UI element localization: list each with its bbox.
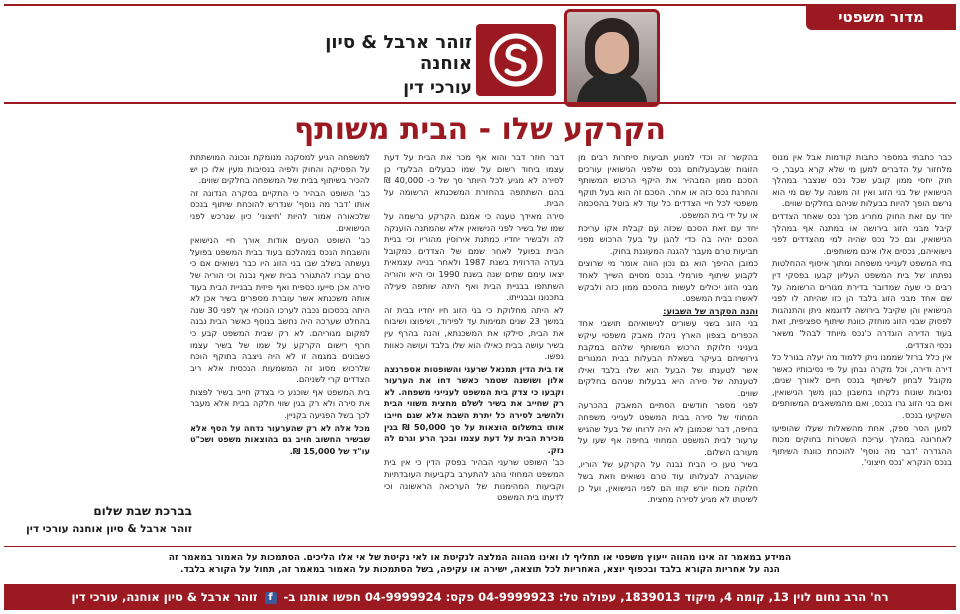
author-photo bbox=[564, 9, 660, 107]
disclaimer: המידע במאמר זה אינו מהווה ייעוץ משפטי או תחליף לו ואינו מהווה המלצה לנקיטת או לאי נקיטת של אי אלו הליכים. הסתמכות על האמור במאמר זה הנה על אחריות הקורא בלבד ובכפוף יוצא, האחריות לכל תוצאה, ישירה או עקיפה, בשל הסתמכות על האמור במאמר זה, תחול על הקורא בלבד. bbox=[168, 553, 792, 575]
firm-names bbox=[282, 32, 472, 98]
article-column-2: בהקשר זה וכדי למנוע תביעות סיתרות רבים מן הזוגות שבעבעלותם נכס שלפני הנישואין עורכים הסכם ממון המבהיר את היקף הרכוש המשותף והחרגת נכס כזה או אחר. הסכם זה הוא בעל תוקף משפטי לכל חיי הצדדים כל עוד לא בוטל בהסכמה או על ידי בית המשפט. יחד עם זאת הסכם שכזה עם קבלת אקו עריכת הסכם יהיה בה כדי להגן על בעל הרכוש מפני תביעות טרם מעבר להגנה המעוגנת בחוק. כמובן ההיפך הוא גם נכון הווה אומר מי שרוצים לקבוע שיתוף פורמלי בנכס מסוים השייך לאחד מבני הזוג יכולים לעשות בהסכם ממון כזה ולבקש לאשרו בבית המשפט. והנה הסקרה של השבוע: בני הזוג בשני עשורים לנישואיהם תושבי אחד הכפרים בצפון הארץ ניהלו מאבק משפטי עיקש בעניני חלוקת הרכוש המשותף שלהם במקבת גירושיהם בעיקר בשאלת הבעלות בבית המגורים אשר לטענתו של הבעל הוא שלו בלבד ואילו לטענתה של סירה היא בבעלות שניהם בחלקים שווים. לפני מספר חודשים הסתיים המאבק בהכרעה המחוזי של סירה בבית המשפט לענייני משפחה בחיפה, דבר שכמובן לא היה לרוחו של בעל שהגיש ערעור לבית המשפט המחוזי בחיפה אף שעו על מעורבו השלום. בשיר טען כי הבית נבנה על הקרקע של הוריו, שהועברה לבעלותו עוד טרם נשואים וזאת בשל חלוקה מכוח יורש קוזו הם לפני הנישואין, ועל כן לשיטתו לא מגיע לסירה מחצית. bbox=[578, 152, 758, 505]
footer-contact: רח' הרב נחום לוין 13, קומה 4, מיקוד 1839013, עפולה טל: 04-9999923 פקס: 04-9999924 חפשו אותנו ב- bbox=[283, 590, 889, 604]
article-column-1: כבר כתבתי במספר כתבות קודמות אבל אין מנוס מלחזור על הדברים למען מי שלא קרא בעבר, כי חוק יחסי ממון קובע שכל נכס שנצבר במהלך הנישואין של בני הזוג ואין זה משנה על שם מי הוא נרשם הופך להיות בבעלות שניהם בחלקים שווים. יחד עם זאת החוק מחריג מכך נכס שאחד הצדדים קיבל מבני הזוג בירושה או במתנה אף במהלך הנישואין, וגם כל נכס שהיה למי מהצדדים לפני נישואיהם, נכסים אלו אינם משותפים. בתי המשפט לענייני משפחה ומתוך איסוף ההחלטות נפתחו של בית המשפט העליון קבעו בפסקי דין רבים כי שעה שמדובר בדירת מגורים הרשומה על שם אחד מבני הזוג בלבד הן כזו שהיתה לו לפני הנישואין והן שקיבל בירושה לדוגמא ניתן והתנהגות לפסוק שבני הזוג מוחזק כוונת שיתוף ספציפית, זאת בעוד הדירה הוגדרה כ'נכס מיוחד לבהל' משאר נכסי הצדדים. אין כלל ברזל שממנו ניתן ללמוד מה יעלה בגורל כל דירה ודירה, וכל מקרה נבחן על פי נסיבותיו כאשר מקובל לבחון לשיתוף בנכס חיים לאורך שנים, נסיבות שונות נלקחו בחשבון כגון משך הנישואין, ואם בני הזוג גרו בנכס, ואם מהמשאבים המשותפים השקיעו בנכס. למען הסר ספק, אחת מהשאלות שעלו שהופיעו לאחרונה במהלך עריכת השטרות בחוקים מכוח ההגדרה 'דבר מה נוסף' להוכחת כוונת השיתוף בנכס הנקרא 'נכס חיצוני'. bbox=[772, 152, 952, 468]
article-column-3: דבר חוזר דבר והוא אף מכר את הבית על דעת עצמו ביחוד רשום על שמו כבעלים הבלעדי כן לסירה לא מגיע לכל היותר סך של כ- 40,000 ₪ בהם השתתפה בהחזרת המשכנתא הרשומה על הבית. סירה מאידך טענה כי אמנם הקרקע נרשמה על שמו של בשיר לפני הנישואין אלא שהמתנה הוענקה לה ולבשיר יחדיו כמתנת אירוסין מהוריו וכי בניית הבית בפועל לאחר שמם של הצדדים כמקובל בעדה הדרוזית בשנת 1987 ולאחר בנייה עצמאית יצאו עימם שתים שנה בשנת 1990 וכי היא והוריה השתתפו בבניית הבית ואף היתה שותפה פעילה בתכנונו ובבנייתו. לא היתה מחלוקת כי בני הזוג חיו יחדיו בבית זה במשך 23 שנים תמימות עד לפירוד, ושיפוצו ושיבוח את הבית, סילקו את המשכנתא, והנה בהרף עין בשיר עושה בבית כאילו הוא שלו בלבד ועושה כאוות נפשו. אז בית הדין תמנאל שרעני והשופטות אספרנצה אלון ושושנה שטמר כאשר דחו את הערעור וקבעו כי צדק בית המשפט לענייני משפחה. לא רק שחייב את בשיר לשלם מחצית משווי הבית ולהשיב לסירה כל יתרת השבת אלא שגם חייבו אותו בתשלום הוצאות על סך 50,000 ₪ בגין מכירת הבית על דעת עצמו ובכך הרע וגרם לה נזק. כב' השופט שרעני הבהיר בפסק הדין כי אין בית המשפט המחוזי נוהג להתערב בקביעות העובדתיות וקביעות המהימנות של הערכאה הראשונה וכי לדעתו בית המשפט bbox=[384, 152, 564, 503]
disclaimer-divider bbox=[4, 546, 956, 547]
firm-name-line: זוהר ארבל & סיון אוחנה bbox=[325, 32, 472, 74]
case-subheading: והנה הסקרה של השבוע: bbox=[663, 305, 758, 316]
facebook-icon[interactable]: f bbox=[265, 592, 277, 604]
signature: זוהר ארבל & סיון אוחנה עורכי דין bbox=[26, 523, 192, 535]
signature-block bbox=[14, 504, 192, 535]
article-column-4: למשפחה הגיע למסקנה מנומקת ונכונה המושתתת על הפסיקה והחוק ולפיה בנסיבות מעין אלו כן יש להכיר בשיתוף בבית של המשפחה בחלקים שווים. כב' השופט הבהיר כי התקיים בסקרה הנדונה זה אותו 'דבר מה נוסף' שנדרש להוכחת שיתוף בנכס שלכאורה אמור להיות 'חיצוני' כיון שנרכש לפני הנישואים. כב' השופט הטעים אודות אורך חיי הנישואין והשבחת הנכס במהלכם בעוד בבית המשפט בפועל נעשתה בשלב שבו בני הזוג היו כבר נשואים אם כי טרם עברו להתגורר בבית שאף נבנה וכי הוריה של סירה אכן סייעו כספית ואף פיזית בבניית הבית בעוד אותה משכנתא אשר עוברת מספרים בשיר אכן לא היתה בכסכום נכבה לערכו הנוכחי אך לפני 30 שנה בהחלט שערכה היה נחשב בנוסף כאשר הבית נבנה למקום מגוריהם. לא רק שבית המשפט קבע כי חרף רישום הקרקע על שמו של בשיר עצמו כשבונים במגמה זו לא היה ניצבה בתוקף הוכח שלרכוש מסוג זה המשמעות הנכסית אלא ריב הצדדים קרי לשניהם. בית המשפט אף שוכנע כי בצדק חייב בשיר לפצות את סירה ולא רק בגין שווי חלקה בבית אלא מעבר לכך בשל הפגיעה בקניין. מכל אלה לא רק שהערעור נדחה על הסף אלא שבשיר החשוב חויב גם בהוצאות משפט ושכ"ט עו"ד של 15,000 ₪. bbox=[190, 152, 370, 456]
article-page bbox=[4, 4, 956, 610]
footer-brand: זוהר ארבל & סיון אוחנה, עורכי דין bbox=[71, 590, 258, 604]
header-divider bbox=[4, 102, 956, 104]
greeting: בברכת שבת שלום bbox=[93, 504, 192, 518]
firm-role-line: עורכי דין bbox=[403, 78, 472, 98]
firm-logo bbox=[476, 24, 556, 96]
section-tag: מדור משפטי bbox=[806, 4, 956, 30]
article-title: הקרקע שלו - הבית משותף bbox=[294, 112, 666, 147]
footer-bar bbox=[4, 584, 956, 610]
